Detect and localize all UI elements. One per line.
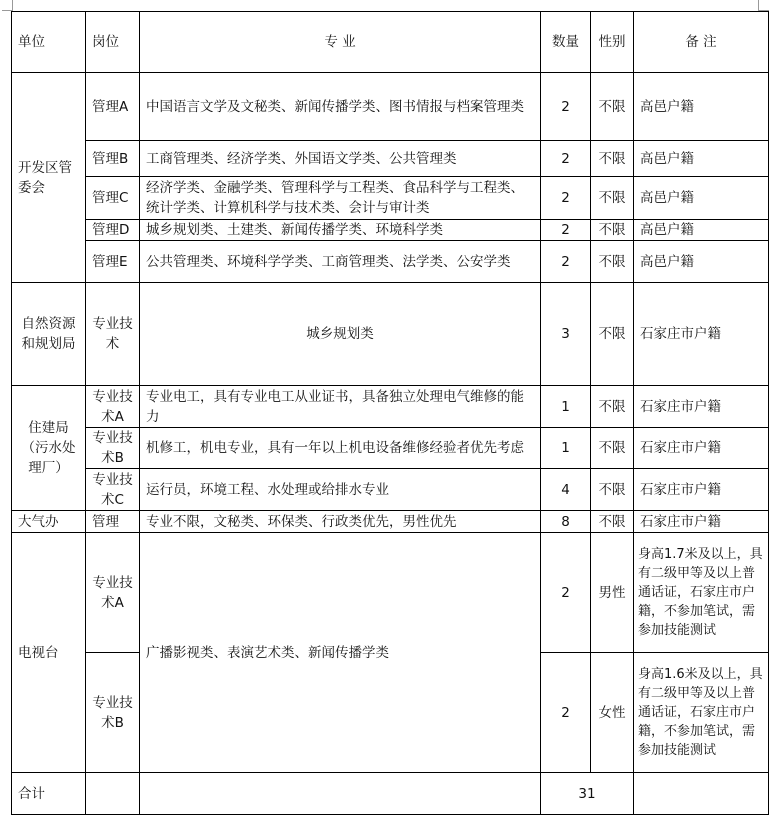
count-cell: 1 bbox=[541, 428, 591, 469]
unit-cell: 自然资源和规划局 bbox=[12, 283, 86, 386]
major-cell: 工商管理类、经济学类、外国语文学类、公共管理类 bbox=[140, 141, 541, 177]
note-cell: 高邑户籍 bbox=[634, 241, 769, 283]
count-cell: 2 bbox=[541, 241, 591, 283]
table-row bbox=[12, 283, 769, 386]
table-row bbox=[12, 511, 769, 533]
major-cell: 专业不限，文秘类、环保类、行政类优先，男性优先 bbox=[140, 511, 541, 533]
table-row bbox=[12, 533, 769, 653]
gender-cell: 不限 bbox=[591, 428, 634, 469]
empty-cell bbox=[140, 773, 541, 815]
table-row bbox=[12, 469, 769, 511]
gender-cell: 女性 bbox=[591, 653, 634, 773]
total-row bbox=[12, 773, 769, 815]
table-row bbox=[12, 220, 769, 241]
count-cell: 1 bbox=[541, 386, 591, 428]
major-cell: 专业电工，具有专业电工从业证书，具备独立处理电气维修的能力 bbox=[140, 386, 541, 428]
count-cell: 2 bbox=[541, 177, 591, 220]
major-cell: 公共管理类、环境科学学类、工商管理类、法学类、公安学类 bbox=[140, 241, 541, 283]
gender-cell: 不限 bbox=[591, 220, 634, 241]
header-major: 专 业 bbox=[140, 12, 541, 73]
header-note: 备 注 bbox=[634, 12, 769, 73]
note-cell: 高邑户籍 bbox=[634, 73, 769, 141]
header-unit: 单位 bbox=[12, 12, 86, 73]
post-cell: 管理A bbox=[86, 73, 140, 141]
header-row bbox=[12, 12, 769, 73]
post-cell: 管理B bbox=[86, 141, 140, 177]
count-cell: 2 bbox=[541, 533, 591, 653]
major-cell: 城乡规划类 bbox=[140, 283, 541, 386]
post-cell: 管理 bbox=[86, 511, 140, 533]
major-cell: 城乡规划类、土建类、新闻传播学类、环境科学类 bbox=[140, 220, 541, 241]
post-cell: 管理E bbox=[86, 241, 140, 283]
page-corner-mark-right bbox=[758, 0, 769, 11]
note-cell: 身高1.7米及以上，具有二级甲等及以上普通话证，石家庄市户籍，不参加笔试，需参加技能测试 bbox=[634, 533, 769, 653]
post-cell: 专业技术A bbox=[86, 533, 140, 653]
note-cell: 石家庄市户籍 bbox=[634, 469, 769, 511]
table-row bbox=[12, 141, 769, 177]
post-cell: 专业技术C bbox=[86, 469, 140, 511]
page-corner-mark-left bbox=[2, 0, 13, 11]
count-cell: 2 bbox=[541, 220, 591, 241]
gender-cell: 不限 bbox=[591, 177, 634, 220]
gender-cell: 不限 bbox=[591, 283, 634, 386]
count-cell: 8 bbox=[541, 511, 591, 533]
table-row bbox=[12, 428, 769, 469]
unit-cell: 大气办 bbox=[12, 511, 86, 533]
post-cell: 专业技术A bbox=[86, 386, 140, 428]
gender-cell: 不限 bbox=[591, 73, 634, 141]
table-row bbox=[12, 177, 769, 220]
note-cell: 高邑户籍 bbox=[634, 141, 769, 177]
gender-cell: 不限 bbox=[591, 141, 634, 177]
empty-cell bbox=[634, 773, 769, 815]
gender-cell: 男性 bbox=[591, 533, 634, 653]
note-cell: 身高1.6米及以上，具有二级甲等及以上普通话证，石家庄市户籍，不参加笔试，需参加技能测试 bbox=[634, 653, 769, 773]
note-cell: 石家庄市户籍 bbox=[634, 511, 769, 533]
note-cell: 石家庄市户籍 bbox=[634, 283, 769, 386]
major-cell: 机修工，机电专业，具有一年以上机电设备维修经验者优先考虑 bbox=[140, 428, 541, 469]
note-cell: 石家庄市户籍 bbox=[634, 386, 769, 428]
count-cell: 2 bbox=[541, 141, 591, 177]
major-cell: 中国语言文学及文秘类、新闻传播学类、图书情报与档案管理类 bbox=[140, 73, 541, 141]
header-post: 岗位 bbox=[86, 12, 140, 73]
count-cell: 2 bbox=[541, 653, 591, 773]
post-cell: 专业技术B bbox=[86, 653, 140, 773]
post-cell: 管理C bbox=[86, 177, 140, 220]
header-count: 数量 bbox=[541, 12, 591, 73]
empty-cell bbox=[86, 773, 140, 815]
major-cell: 广播影视类、表演艺术类、新闻传播学类 bbox=[140, 533, 541, 773]
note-cell: 石家庄市户籍 bbox=[634, 428, 769, 469]
post-cell: 管理D bbox=[86, 220, 140, 241]
major-cell: 经济学类、金融学类、管理科学与工程类、食品科学与工程类、统计学类、计算机科学与技术类、会计与审计类 bbox=[140, 177, 541, 220]
table-row bbox=[12, 386, 769, 428]
post-cell: 专业技术B bbox=[86, 428, 140, 469]
major-cell: 运行员，环境工程、水处理或给排水专业 bbox=[140, 469, 541, 511]
gender-cell: 不限 bbox=[591, 386, 634, 428]
unit-cell: 电视台 bbox=[12, 533, 86, 773]
total-count: 31 bbox=[541, 773, 634, 815]
note-cell: 高邑户籍 bbox=[634, 177, 769, 220]
header-gender: 性别 bbox=[591, 12, 634, 73]
gender-cell: 不限 bbox=[591, 469, 634, 511]
unit-cell: 开发区管委会 bbox=[12, 73, 86, 283]
total-label: 合计 bbox=[12, 773, 86, 815]
table-row bbox=[12, 73, 769, 141]
table-row bbox=[12, 241, 769, 283]
count-cell: 2 bbox=[541, 73, 591, 141]
post-cell: 专业技术 bbox=[86, 283, 140, 386]
note-cell: 高邑户籍 bbox=[634, 220, 769, 241]
count-cell: 3 bbox=[541, 283, 591, 386]
gender-cell: 不限 bbox=[591, 241, 634, 283]
unit-cell: 住建局（污水处理厂） bbox=[12, 386, 86, 511]
count-cell: 4 bbox=[541, 469, 591, 511]
gender-cell: 不限 bbox=[591, 511, 634, 533]
recruitment-table bbox=[11, 11, 769, 815]
